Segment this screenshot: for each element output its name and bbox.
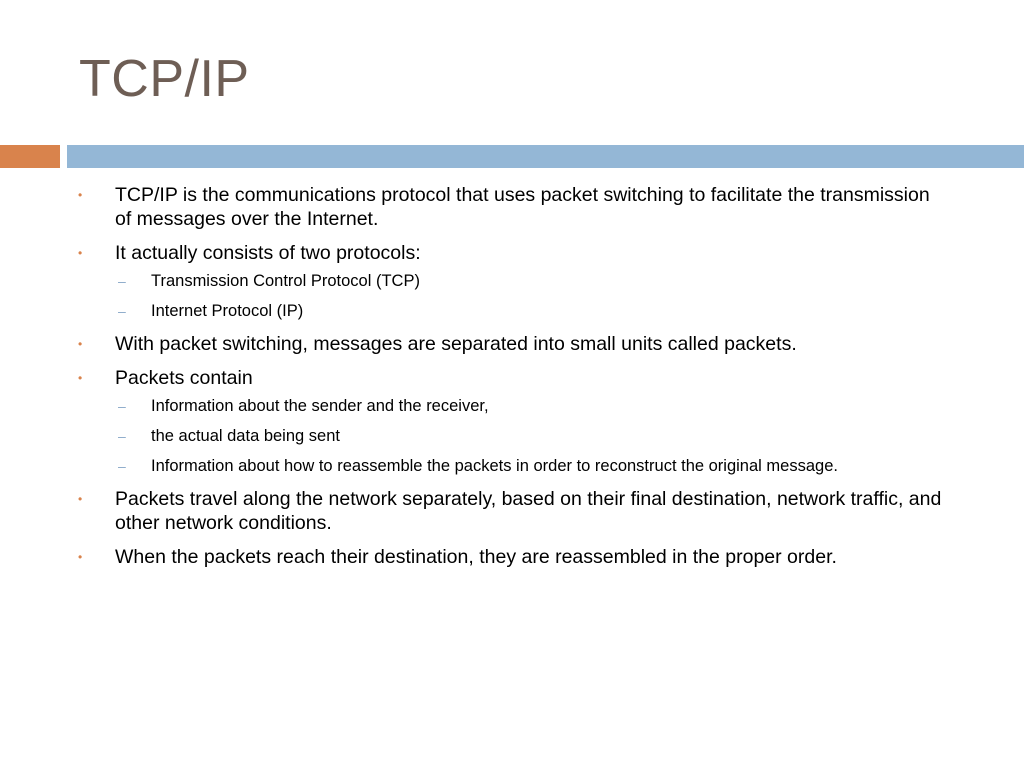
bullet-dot-icon: •: [78, 246, 83, 260]
bullet-text: With packet switching, messages are separated into small units called packets.: [115, 333, 797, 355]
bullet-item: [78, 545, 948, 569]
dash-icon: –: [118, 398, 126, 414]
bullet-dot-icon: •: [78, 492, 83, 506]
sub-bullet-item: [78, 396, 948, 417]
bullet-text: TCP/IP is the communications protocol that uses packet switching to facilitate the transmission of messages over the Internet.: [115, 184, 930, 230]
sub-bullet-text: Information about how to reassemble the packets in order to reconstruct the original message.: [151, 457, 838, 475]
slide-title: TCP/IP: [79, 50, 250, 108]
dash-icon: –: [118, 428, 126, 444]
bullet-dot-icon: •: [78, 371, 83, 385]
sub-bullet-item: [78, 271, 948, 292]
sub-bullet-text: Transmission Control Protocol (TCP): [151, 272, 420, 290]
sub-bullet-item: [78, 426, 948, 447]
bullet-list: [78, 183, 948, 569]
bullet-item: [78, 241, 948, 265]
dash-icon: –: [118, 458, 126, 474]
bullet-dot-icon: •: [78, 550, 83, 564]
bullet-text: Packets contain: [115, 367, 253, 389]
sub-bullet-text: Internet Protocol (IP): [151, 302, 304, 320]
bullet-text: Packets travel along the network separately, based on their final destination, network traffic, and other network conditions.: [115, 488, 942, 534]
bullet-item: [78, 332, 948, 356]
sub-bullet-item: [78, 301, 948, 322]
accent-bar-orange: [0, 145, 60, 168]
sub-bullet-text: Information about the sender and the receiver,: [151, 397, 489, 415]
bullet-text: It actually consists of two protocols:: [115, 242, 421, 264]
sub-bullet-text: the actual data being sent: [151, 427, 340, 445]
dash-icon: –: [118, 303, 126, 319]
accent-bar-blue: [67, 145, 1024, 168]
bullet-dot-icon: •: [78, 337, 83, 351]
dash-icon: –: [118, 273, 126, 289]
sub-bullet-item: [78, 456, 948, 477]
bullet-dot-icon: •: [78, 188, 83, 202]
bullet-item: [78, 366, 948, 390]
bullet-text: When the packets reach their destination, they are reassembled in the proper order.: [115, 546, 837, 568]
bullet-item: [78, 487, 948, 535]
bullet-item: [78, 183, 948, 231]
